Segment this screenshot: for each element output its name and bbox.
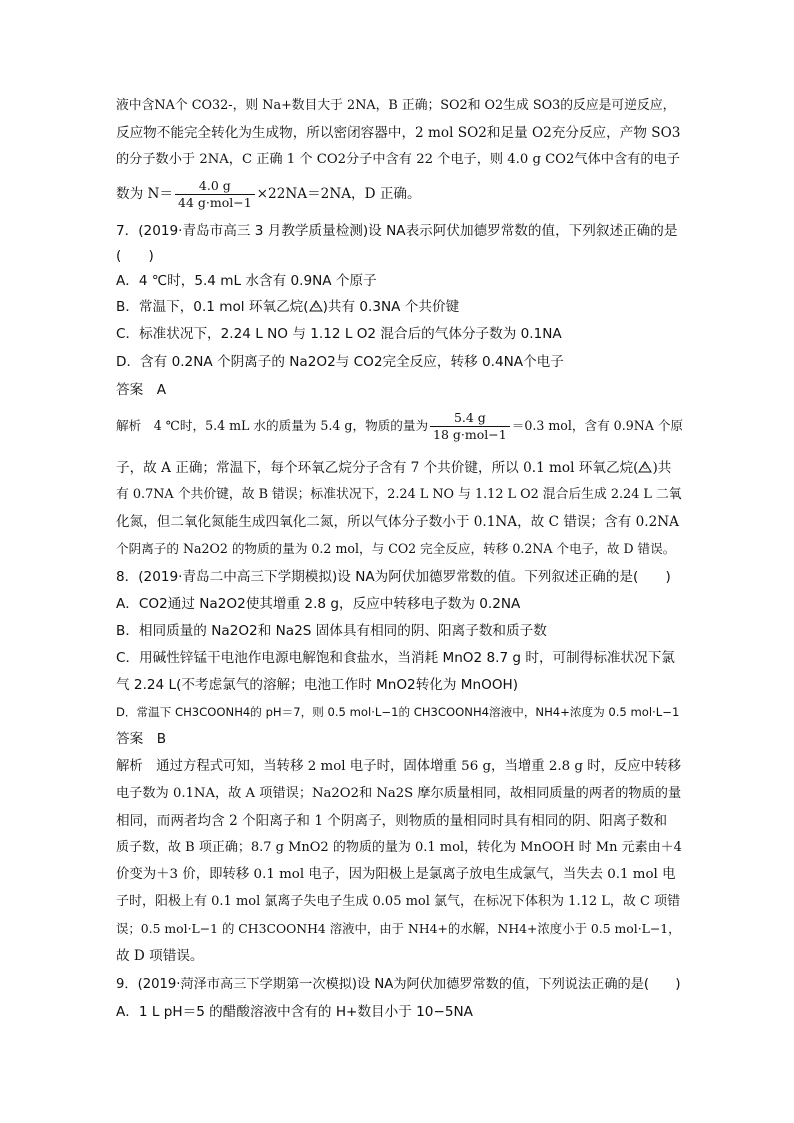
text-line: 反应物不能完全转化为生成物，所以密闭容器中，2 mol SO2和足量 O2充分反应，产物 SO3 bbox=[116, 125, 681, 141]
fraction bbox=[175, 178, 255, 211]
question-7-explanation-line bbox=[116, 408, 682, 444]
svg-text:O: O bbox=[643, 464, 649, 471]
question-8-explanation-line: 子时，阳极上有 0.1 mol 氯离子失电子生成 0.05 mol 氯气，在标况下体积为 1.12 L，故 C 项错 bbox=[116, 894, 681, 909]
formula-line bbox=[116, 176, 682, 212]
question-8-option-a: A．CO2通过 Na2O2使其增重 2.8 g，反应中转移电子数为 0.2NA bbox=[116, 596, 521, 612]
epoxyethane-structure-icon bbox=[638, 461, 652, 473]
question-8-stem: 8．(2019·青岛二中高三下学期模拟)设 NA为阿伏加德罗常数的值。下列叙述正确的是( ) bbox=[116, 569, 671, 585]
question-7-option-a: A．4 ℃时，5.4 mL 水含有 0.9NA 个原子 bbox=[116, 273, 377, 289]
question-7-option-d: D．含有 0.2NA 个阴离子的 Na2O2与 CO2完全反应，转移 0.4NA个电子 bbox=[116, 354, 564, 370]
explanation-text: 解析 4 ℃时，5.4 mL 水的质量为 5.4 g，物质的量为 bbox=[116, 418, 429, 433]
question-8-answer: 答案 B bbox=[116, 731, 167, 747]
fraction-denominator: 18 g·mol−1 bbox=[433, 427, 507, 442]
explanation-text: 子，故 A 正确；常温下，每个环氧乙烷分子含有 7 个共价键，所以 0.1 mol 环氧乙烷( bbox=[116, 460, 639, 476]
question-9-stem: 9．(2019·菏泽市高三下学期第一次模拟)设 NA为阿伏加德罗常数的值，下列说法正确的是( ) bbox=[116, 977, 681, 992]
question-8-option-c-cont: 气 2.24 L(不考虑氯气的溶解；电池工作时 MnO2转化为 MnOOH) bbox=[116, 677, 519, 693]
fraction bbox=[430, 410, 510, 443]
question-7-explanation-line: 有 0.7NA 个共价键，故 B 错误；标准状况下，2.24 L NO 与 1.12 L O2 混合后生成 2.24 L 二氧 bbox=[116, 487, 682, 502]
svg-text:O: O bbox=[313, 303, 319, 310]
explanation-text: ＝0.3 mol，含有 0.9NA 个原 bbox=[511, 418, 684, 433]
question-7-answer-blank: ( ) bbox=[116, 248, 154, 264]
question-8-explanation-line: 解析 通过方程式可知，当转移 2 mol 电子时，固体增重 56 g，当增重 2.8 g 时，反应中转移 bbox=[116, 759, 681, 774]
question-7-option-b bbox=[116, 298, 682, 316]
epoxyethane-structure-icon bbox=[309, 300, 323, 312]
fraction-numerator: 5.4 g bbox=[430, 410, 510, 427]
question-8-option-b: B．相同质量的 Na2O2和 Na2S 固体具有相同的阴、阳离子数和质子数 bbox=[116, 623, 547, 639]
option-b-text: )共有 0.3NA 个共价键 bbox=[322, 299, 460, 315]
question-8-explanation-line: 电子数为 0.1NA，故 A 项错误；Na2O2和 Na2S 摩尔质量相同，故相同质量的两者的物质的量 bbox=[116, 786, 682, 801]
option-b-text: B．常温下，0.1 mol 环氧乙烷( bbox=[116, 299, 309, 315]
fraction-denominator: 44 g·mol−1 bbox=[178, 195, 252, 210]
question-9-option-a: A．1 L pH＝5 的醋酸溶液中含有的 H+数目小于 10−5NA bbox=[116, 1004, 473, 1020]
question-8-explanation-line: 故 D 项错误。 bbox=[116, 948, 204, 964]
fraction-numerator: 4.0 g bbox=[175, 178, 255, 195]
question-8-explanation-line: 相同，而两者均含 2 个阳离子和 1 个阴离子，则物质的量相同时具有相同的阴、阳离子数和 bbox=[116, 813, 668, 829]
question-7-explanation-line: 化氮，但二氧化氮能生成四氧化二氮，所以气体分子数小于 0.1NA，故 C 错误；含有 0.2NA bbox=[116, 514, 679, 530]
question-8-explanation-line: 质子数，故 B 项正确；8.7 g MnO2 的物质的量为 0.1 mol，转化为 MnOOH 时 Mn 元素由＋4 bbox=[116, 840, 682, 855]
formula-suffix: ×22NA＝2NA，D 正确。 bbox=[256, 186, 421, 202]
question-8-explanation-line: 价变为＋3 价，即转移 0.1 mol 电子，因为阳极上是氯离子放电生成氯气，当失去 0.1 mol 电 bbox=[116, 867, 676, 882]
question-7-option-c: C．标准状况下，2.24 L NO 与 1.12 L O2 混合后的气体分子数为 0.1NA bbox=[116, 326, 562, 342]
text-line: 液中含NA个 CO32-，则 Na+数目大于 2NA，B 正确；SO2和 O2生成 SO3的反应是可逆反应， bbox=[116, 98, 676, 113]
question-7-explanation-line: 个阴离子的 Na2O2 的物质的量为 0.2 mol，与 CO2 完全反应，转移 0.2NA 个电子，故 D 错误。 bbox=[116, 541, 676, 556]
question-7-explanation-line bbox=[116, 459, 682, 477]
text-line: 的分子数小于 2NA，C 正确 1 个 CO2分子中含有 22 个电子，则 4.0 g CO2气体中含有的电子 bbox=[116, 152, 680, 167]
question-8-explanation-line: 误；0.5 mol·L−1 的 CH3COONH4 溶液中，由于 NH4+的水解，NH4+浓度小于 0.5 mol·L−1， bbox=[116, 921, 681, 936]
question-7-stem: 7．(2019·青岛市高三 3 月教学质量检测)设 NA表示阿伏加德罗常数的值，下列叙述正确的是 bbox=[116, 223, 678, 239]
question-7-answer: 答案 A bbox=[116, 382, 167, 398]
question-8-option-d: D．常温下 CH3COONH4的 pH＝7，则 0.5 mol·L−1的 CH3COONH4溶液中，NH4+浓度为 0.5 mol·L−1 bbox=[116, 705, 680, 719]
explanation-text: )共 bbox=[652, 460, 672, 476]
question-8-option-c: C．用碱性锌锰干电池作电源电解饱和食盐水，当消耗 MnO2 8.7 g 时，可制得标准状况下氯 bbox=[116, 650, 675, 666]
formula-prefix: 数为 N＝ bbox=[116, 186, 173, 202]
